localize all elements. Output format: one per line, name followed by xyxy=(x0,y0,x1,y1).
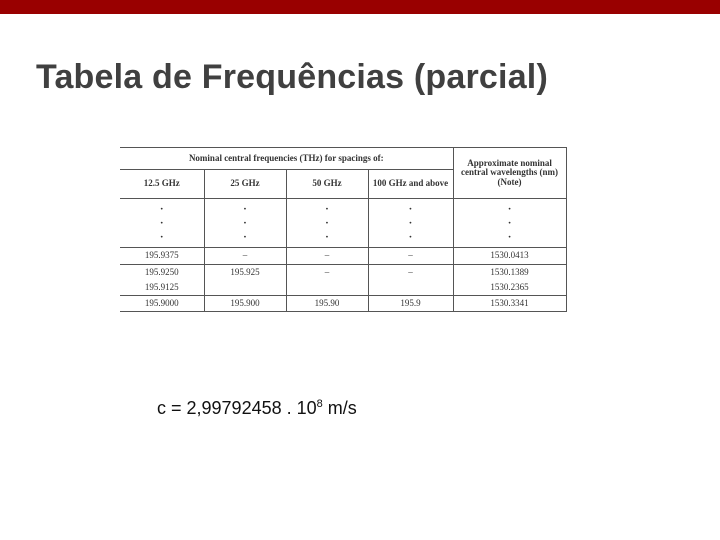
speed-of-light-formula xyxy=(157,398,357,419)
dot: · xyxy=(243,230,247,243)
dot: · xyxy=(159,216,164,229)
column-header: 50 GHz xyxy=(286,170,368,199)
table-cell xyxy=(204,281,286,296)
table-cell: – xyxy=(286,264,368,281)
column-header: 25 GHz xyxy=(204,170,286,199)
dot: · xyxy=(507,202,512,215)
table-cell: 195.9250 xyxy=(120,264,204,281)
dot: · xyxy=(507,230,512,243)
table-cell: 1530.3341 xyxy=(453,295,566,311)
table-cell: 1530.1389 xyxy=(453,264,566,281)
dots-cell xyxy=(120,199,204,247)
formula-exponent: 8 xyxy=(316,398,323,410)
wavelength-header: Approximate nominal central wavelengths (nm) (Note) xyxy=(453,148,566,199)
column-header: 100 GHz and above xyxy=(368,170,453,199)
top-accent-bar xyxy=(0,0,720,14)
dot: · xyxy=(243,216,247,229)
dot: · xyxy=(325,230,329,243)
table-cell xyxy=(368,281,453,296)
frequency-grid xyxy=(120,147,567,312)
dots-cell xyxy=(286,199,368,247)
slide-title: Tabela de Frequências (parcial) xyxy=(36,58,548,96)
table-cell: – xyxy=(368,264,453,281)
dot: · xyxy=(325,202,329,215)
table-cell: 195.9125 xyxy=(120,281,204,296)
dot: · xyxy=(159,202,164,215)
table-cell: – xyxy=(286,247,368,264)
dot: · xyxy=(408,216,413,229)
table-cell: 195.9 xyxy=(368,295,453,311)
table-cell: 1530.2365 xyxy=(453,281,566,296)
table-cell: 1530.0413 xyxy=(453,247,566,264)
formula-unit: m/s xyxy=(322,398,357,418)
dots-cell xyxy=(453,199,566,247)
dots-cell xyxy=(204,199,286,247)
dots-cell xyxy=(368,199,453,247)
table-cell: – xyxy=(368,247,453,264)
table-cell: 195.9000 xyxy=(120,295,204,311)
dot: · xyxy=(408,230,413,243)
group-header: Nominal central frequencies (THz) for spacings of: xyxy=(120,148,453,170)
formula-base: c = 2,99792458 . 10 xyxy=(157,398,317,418)
table-cell: 195.900 xyxy=(204,295,286,311)
table-cell xyxy=(286,281,368,296)
table-cell: 195.90 xyxy=(286,295,368,311)
table-cell: – xyxy=(204,247,286,264)
dot: · xyxy=(243,202,247,215)
column-header: 12.5 GHz xyxy=(120,170,204,199)
dot: · xyxy=(408,202,413,215)
table-cell: 195.9375 xyxy=(120,247,204,264)
frequency-table xyxy=(120,147,566,312)
dot: · xyxy=(507,216,512,229)
dot: · xyxy=(325,216,329,229)
dot: · xyxy=(159,230,164,243)
table-cell: 195.925 xyxy=(204,264,286,281)
